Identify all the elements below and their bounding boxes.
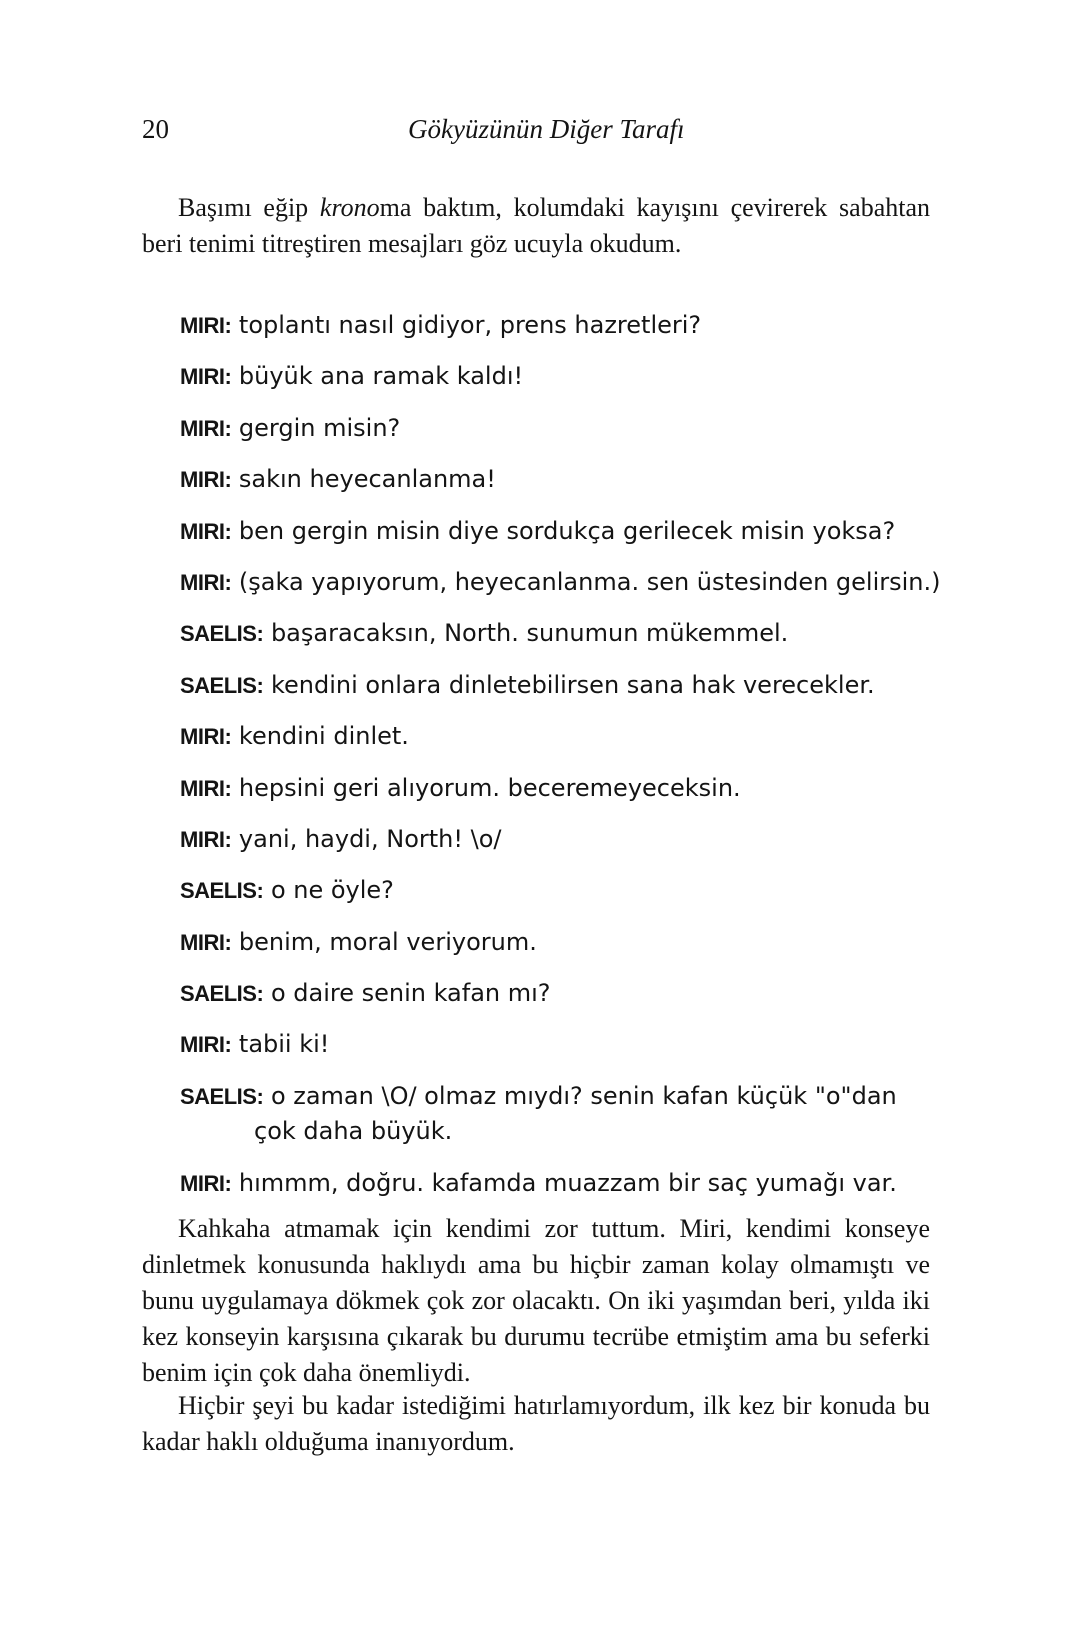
message-text: (şaka yapıyorum, heyecanlanma. sen üstesinden gelirsin.)	[238, 567, 941, 596]
intro-italic-word: krono	[319, 193, 380, 222]
body-paragraph	[142, 1388, 930, 1460]
message-text: kendini dinlet.	[238, 722, 409, 751]
speaker-name: MIRI:	[180, 775, 232, 801]
speaker-name: MIRI:	[180, 929, 232, 955]
speaker-name: MIRI:	[180, 1170, 232, 1196]
speaker-name: MIRI:	[180, 313, 232, 338]
message-text: tabii ki!	[238, 1030, 330, 1059]
message-line	[180, 462, 930, 513]
message-line	[180, 719, 930, 770]
page-number: 20	[142, 114, 169, 144]
message-text: o daire senin kafan mı?	[270, 979, 551, 1008]
message-line	[180, 873, 930, 924]
message-line	[180, 411, 930, 462]
speaker-name: MIRI:	[180, 826, 232, 852]
message-text: ben gergin misin diye sordukça gerilecek misin yoksa?	[238, 516, 896, 545]
message-text: o ne öyle?	[270, 876, 394, 905]
message-text: gergin misin?	[238, 413, 401, 442]
speaker-name: SAELIS:	[180, 1083, 264, 1109]
message-text: sakın heyecanlanma!	[238, 465, 496, 494]
message-line	[180, 616, 930, 667]
message-line	[180, 565, 941, 616]
message-line	[180, 925, 930, 976]
speaker-name: SAELIS:	[180, 672, 264, 698]
speaker-name: MIRI:	[180, 569, 232, 595]
message-text: başaracaksın, North. sunumun mükemmel.	[270, 619, 789, 648]
message-text: hımmm, doğru. kafamda muazzam bir saç yumağı var.	[238, 1168, 897, 1197]
message-line	[180, 308, 930, 359]
message-line	[180, 668, 930, 719]
speaker-name: SAELIS:	[180, 878, 264, 904]
message-line	[180, 771, 930, 822]
message-line	[180, 822, 930, 873]
speaker-name: MIRI:	[180, 1032, 232, 1058]
running-title: Gökyüzünün Diğer Tarafı	[408, 114, 685, 144]
speaker-name: MIRI:	[180, 415, 232, 441]
message-text: o zaman \O/ olmaz mıydı? senin kafan küçük "o"dan çok daha büyük.	[254, 1081, 897, 1145]
intro-paragraph	[142, 190, 930, 262]
speaker-name: SAELIS:	[180, 621, 264, 647]
body-paragraph	[142, 1211, 930, 1391]
message-line	[180, 976, 930, 1027]
intro-text-after: ma baktım, kolumdaki kayışını çevirerek sabahtan beri tenimi titreştiren mesajları göz ucuyla okudum.	[142, 193, 930, 258]
message-text: benim, moral veriyorum.	[238, 927, 537, 956]
message-log	[180, 308, 941, 1217]
paragraph-text: Kahkaha atmamak için kendimi zor tuttum. Miri, kendimi konseye dinletmek konusunda haklıydı ama bu hiçbir zaman kolay olmamıştı ve bunu uygulamaya dökmek çok zor olacaktı. On iki yaşımdan beri, yılda iki kez konseyin karşısına çıkarak bu durumu tecrübe etmiştim ama bu seferki benim için çok daha önemliydi.	[142, 1214, 930, 1387]
message-text: hepsini geri alıyorum. beceremeyeceksin.	[238, 773, 741, 802]
message-text: büyük ana ramak kaldı!	[238, 362, 524, 391]
speaker-name: MIRI:	[180, 467, 232, 493]
intro-text-before: Başımı eğip	[178, 193, 320, 222]
message-text: yani, haydi, North! \o/	[238, 824, 502, 853]
speaker-name: MIRI:	[180, 364, 232, 390]
speaker-name: MIRI:	[180, 518, 232, 544]
message-line	[180, 359, 930, 410]
speaker-name: MIRI:	[180, 724, 232, 750]
speaker-name: SAELIS:	[180, 981, 264, 1007]
message-text: kendini onlara dinletebilirsen sana hak verecekler.	[270, 670, 875, 699]
message-line	[180, 1027, 930, 1078]
message-text: toplantı nasıl gidiyor, prens hazretleri?	[238, 311, 702, 339]
message-line	[180, 1079, 930, 1166]
message-line	[180, 1166, 930, 1217]
message-line	[180, 514, 930, 565]
paragraph-text: Hiçbir şeyi bu kadar istediğimi hatırlamıyordum, ilk kez bir konuda bu kadar haklı olduğuma inanıyordum.	[142, 1391, 930, 1456]
